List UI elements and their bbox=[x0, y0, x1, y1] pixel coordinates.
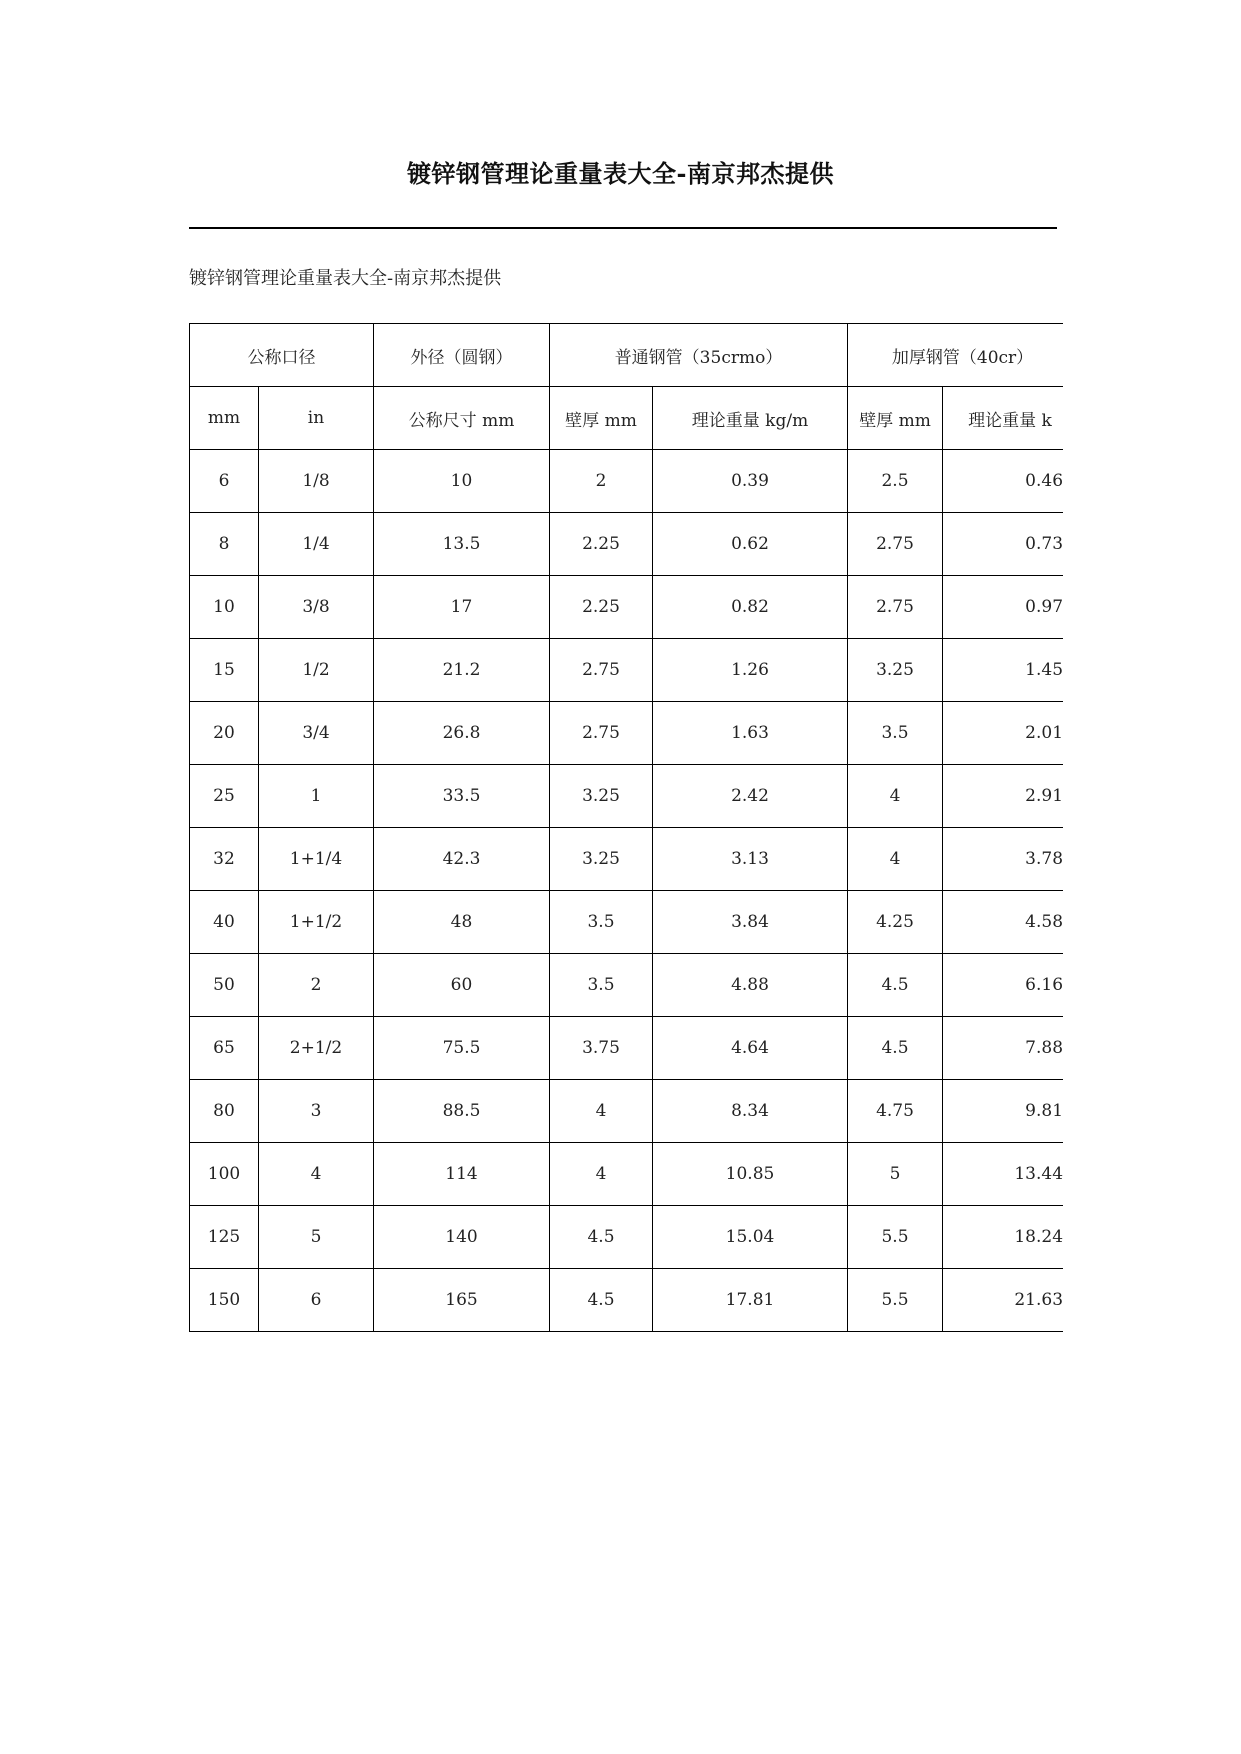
cell-outer-diameter: 140 bbox=[374, 1206, 550, 1269]
subheader-wall-thickness-thick: 壁厚 mm bbox=[848, 387, 943, 450]
cell-weight-thick: 21.63 bbox=[943, 1269, 1063, 1332]
cell-outer-diameter: 17 bbox=[374, 576, 550, 639]
cell-nominal-mm: 10 bbox=[190, 576, 259, 639]
table-row bbox=[190, 1017, 1064, 1080]
subheader-theoretical-weight-thick: 理论重量 k bbox=[943, 387, 1063, 450]
cell-nominal-in: 1/4 bbox=[259, 513, 374, 576]
subheader-in: in bbox=[259, 387, 374, 450]
cell-outer-diameter: 75.5 bbox=[374, 1017, 550, 1080]
cell-nominal-mm: 50 bbox=[190, 954, 259, 1017]
cell-wall-thickness: 3.5 bbox=[550, 954, 653, 1017]
table-row bbox=[190, 1080, 1064, 1143]
cell-weight-thick: 0.73 bbox=[943, 513, 1063, 576]
table-container bbox=[189, 323, 1063, 1347]
cell-nominal-in: 1 bbox=[259, 765, 374, 828]
header-nominal-diameter: 公称口径 bbox=[190, 324, 374, 387]
cell-wall-thickness: 2.75 bbox=[550, 702, 653, 765]
table-row bbox=[190, 450, 1064, 513]
cell-nominal-mm: 150 bbox=[190, 1269, 259, 1332]
cell-wall-thickness-thick: 2.75 bbox=[848, 513, 943, 576]
subheader-nominal-size: 公称尺寸 mm bbox=[374, 387, 550, 450]
subheader-mm: mm bbox=[190, 387, 259, 450]
cell-nominal-mm: 65 bbox=[190, 1017, 259, 1080]
cell-weight-thick: 13.44 bbox=[943, 1143, 1063, 1206]
table-row bbox=[190, 702, 1064, 765]
title-divider bbox=[189, 227, 1057, 229]
cell-wall-thickness: 2.75 bbox=[550, 639, 653, 702]
table-row bbox=[190, 1269, 1064, 1332]
cell-outer-diameter: 114 bbox=[374, 1143, 550, 1206]
cell-wall-thickness: 4 bbox=[550, 1143, 653, 1206]
cell-wall-thickness-thick: 4.5 bbox=[848, 1017, 943, 1080]
cell-wall-thickness-thick: 2.75 bbox=[848, 576, 943, 639]
cell-wall-thickness: 2 bbox=[550, 450, 653, 513]
cell-nominal-in: 3/4 bbox=[259, 702, 374, 765]
cell-nominal-in: 4 bbox=[259, 1143, 374, 1206]
cell-weight-thick: 9.81 bbox=[943, 1080, 1063, 1143]
cell-outer-diameter: 165 bbox=[374, 1269, 550, 1332]
cell-wall-thickness: 3.25 bbox=[550, 828, 653, 891]
cell-wall-thickness-thick: 4.25 bbox=[848, 891, 943, 954]
cell-nominal-in: 2 bbox=[259, 954, 374, 1017]
cell-weight-thick: 3.78 bbox=[943, 828, 1063, 891]
cell-nominal-in: 1+1/4 bbox=[259, 828, 374, 891]
cell-weight: 0.39 bbox=[653, 450, 848, 513]
cell-weight-thick: 4.58 bbox=[943, 891, 1063, 954]
cell-nominal-mm: 32 bbox=[190, 828, 259, 891]
cell-wall-thickness: 4 bbox=[550, 1080, 653, 1143]
cell-nominal-in: 3 bbox=[259, 1080, 374, 1143]
cell-weight: 0.62 bbox=[653, 513, 848, 576]
cell-weight-thick: 1.45 bbox=[943, 639, 1063, 702]
cell-nominal-in: 5 bbox=[259, 1206, 374, 1269]
cell-wall-thickness: 2.25 bbox=[550, 513, 653, 576]
page-title: 镀锌钢管理论重量表大全-南京邦杰提供 bbox=[407, 159, 834, 188]
cell-wall-thickness-thick: 5.5 bbox=[848, 1206, 943, 1269]
cell-weight-thick: 6.16 bbox=[943, 954, 1063, 1017]
table-row bbox=[190, 1143, 1064, 1206]
cell-wall-thickness-thick: 5 bbox=[848, 1143, 943, 1206]
cell-weight-thick: 2.91 bbox=[943, 765, 1063, 828]
table-body bbox=[190, 450, 1064, 1332]
document-subtitle: 镀锌钢管理论重量表大全-南京邦杰提供 bbox=[189, 268, 502, 289]
cell-weight: 8.34 bbox=[653, 1080, 848, 1143]
cell-outer-diameter: 33.5 bbox=[374, 765, 550, 828]
cell-weight: 3.84 bbox=[653, 891, 848, 954]
cell-weight: 10.85 bbox=[653, 1143, 848, 1206]
header-thickened-pipe: 加厚钢管（40cr） bbox=[848, 324, 1063, 387]
cell-weight-thick: 0.97 bbox=[943, 576, 1063, 639]
cell-nominal-in: 1/8 bbox=[259, 450, 374, 513]
subheader-theoretical-weight: 理论重量 kg/m bbox=[653, 387, 848, 450]
table-row bbox=[190, 1206, 1064, 1269]
cell-wall-thickness-thick: 4 bbox=[848, 765, 943, 828]
cell-nominal-mm: 20 bbox=[190, 702, 259, 765]
cell-nominal-mm: 15 bbox=[190, 639, 259, 702]
table-row bbox=[190, 639, 1064, 702]
cell-outer-diameter: 88.5 bbox=[374, 1080, 550, 1143]
cell-nominal-in: 1/2 bbox=[259, 639, 374, 702]
subheader-wall-thickness: 壁厚 mm bbox=[550, 387, 653, 450]
table-row bbox=[190, 513, 1064, 576]
cell-wall-thickness-thick: 2.5 bbox=[848, 450, 943, 513]
cell-wall-thickness-thick: 4.5 bbox=[848, 954, 943, 1017]
cell-wall-thickness-thick: 3.5 bbox=[848, 702, 943, 765]
cell-wall-thickness-thick: 3.25 bbox=[848, 639, 943, 702]
cell-weight: 4.88 bbox=[653, 954, 848, 1017]
cell-wall-thickness-thick: 5.5 bbox=[848, 1269, 943, 1332]
cell-outer-diameter: 13.5 bbox=[374, 513, 550, 576]
cell-weight: 0.82 bbox=[653, 576, 848, 639]
table-row bbox=[190, 954, 1064, 1017]
table-row bbox=[190, 828, 1064, 891]
cell-weight: 1.26 bbox=[653, 639, 848, 702]
cell-nominal-mm: 25 bbox=[190, 765, 259, 828]
header-standard-pipe: 普通钢管（35crmo） bbox=[550, 324, 848, 387]
cell-outer-diameter: 60 bbox=[374, 954, 550, 1017]
cell-nominal-in: 1+1/2 bbox=[259, 891, 374, 954]
pipe-weight-table bbox=[189, 323, 1063, 1332]
cell-weight-thick: 7.88 bbox=[943, 1017, 1063, 1080]
table-row bbox=[190, 891, 1064, 954]
cell-outer-diameter: 21.2 bbox=[374, 639, 550, 702]
cell-wall-thickness: 4.5 bbox=[550, 1269, 653, 1332]
header-outer-diameter: 外径（圆钢） bbox=[374, 324, 550, 387]
cell-wall-thickness: 2.25 bbox=[550, 576, 653, 639]
cell-nominal-mm: 80 bbox=[190, 1080, 259, 1143]
cell-nominal-in: 2+1/2 bbox=[259, 1017, 374, 1080]
cell-weight-thick: 18.24 bbox=[943, 1206, 1063, 1269]
cell-nominal-mm: 8 bbox=[190, 513, 259, 576]
cell-wall-thickness-thick: 4.75 bbox=[848, 1080, 943, 1143]
cell-wall-thickness: 3.75 bbox=[550, 1017, 653, 1080]
cell-nominal-in: 3/8 bbox=[259, 576, 374, 639]
cell-weight: 4.64 bbox=[653, 1017, 848, 1080]
cell-weight: 17.81 bbox=[653, 1269, 848, 1332]
cell-nominal-mm: 6 bbox=[190, 450, 259, 513]
cell-wall-thickness-thick: 4 bbox=[848, 828, 943, 891]
cell-weight-thick: 0.46 bbox=[943, 450, 1063, 513]
cell-outer-diameter: 48 bbox=[374, 891, 550, 954]
cell-outer-diameter: 42.3 bbox=[374, 828, 550, 891]
cell-wall-thickness: 4.5 bbox=[550, 1206, 653, 1269]
cell-outer-diameter: 26.8 bbox=[374, 702, 550, 765]
table-sub-header-row bbox=[190, 387, 1064, 450]
cell-weight: 15.04 bbox=[653, 1206, 848, 1269]
table-row bbox=[190, 765, 1064, 828]
cell-weight: 3.13 bbox=[653, 828, 848, 891]
cell-weight: 1.63 bbox=[653, 702, 848, 765]
cell-nominal-in: 6 bbox=[259, 1269, 374, 1332]
cell-nominal-mm: 40 bbox=[190, 891, 259, 954]
cell-nominal-mm: 100 bbox=[190, 1143, 259, 1206]
cell-weight: 2.42 bbox=[653, 765, 848, 828]
table-group-header-row bbox=[190, 324, 1064, 387]
cell-wall-thickness: 3.25 bbox=[550, 765, 653, 828]
cell-outer-diameter: 10 bbox=[374, 450, 550, 513]
table-row bbox=[190, 576, 1064, 639]
cell-weight-thick: 2.01 bbox=[943, 702, 1063, 765]
cell-nominal-mm: 125 bbox=[190, 1206, 259, 1269]
cell-wall-thickness: 3.5 bbox=[550, 891, 653, 954]
